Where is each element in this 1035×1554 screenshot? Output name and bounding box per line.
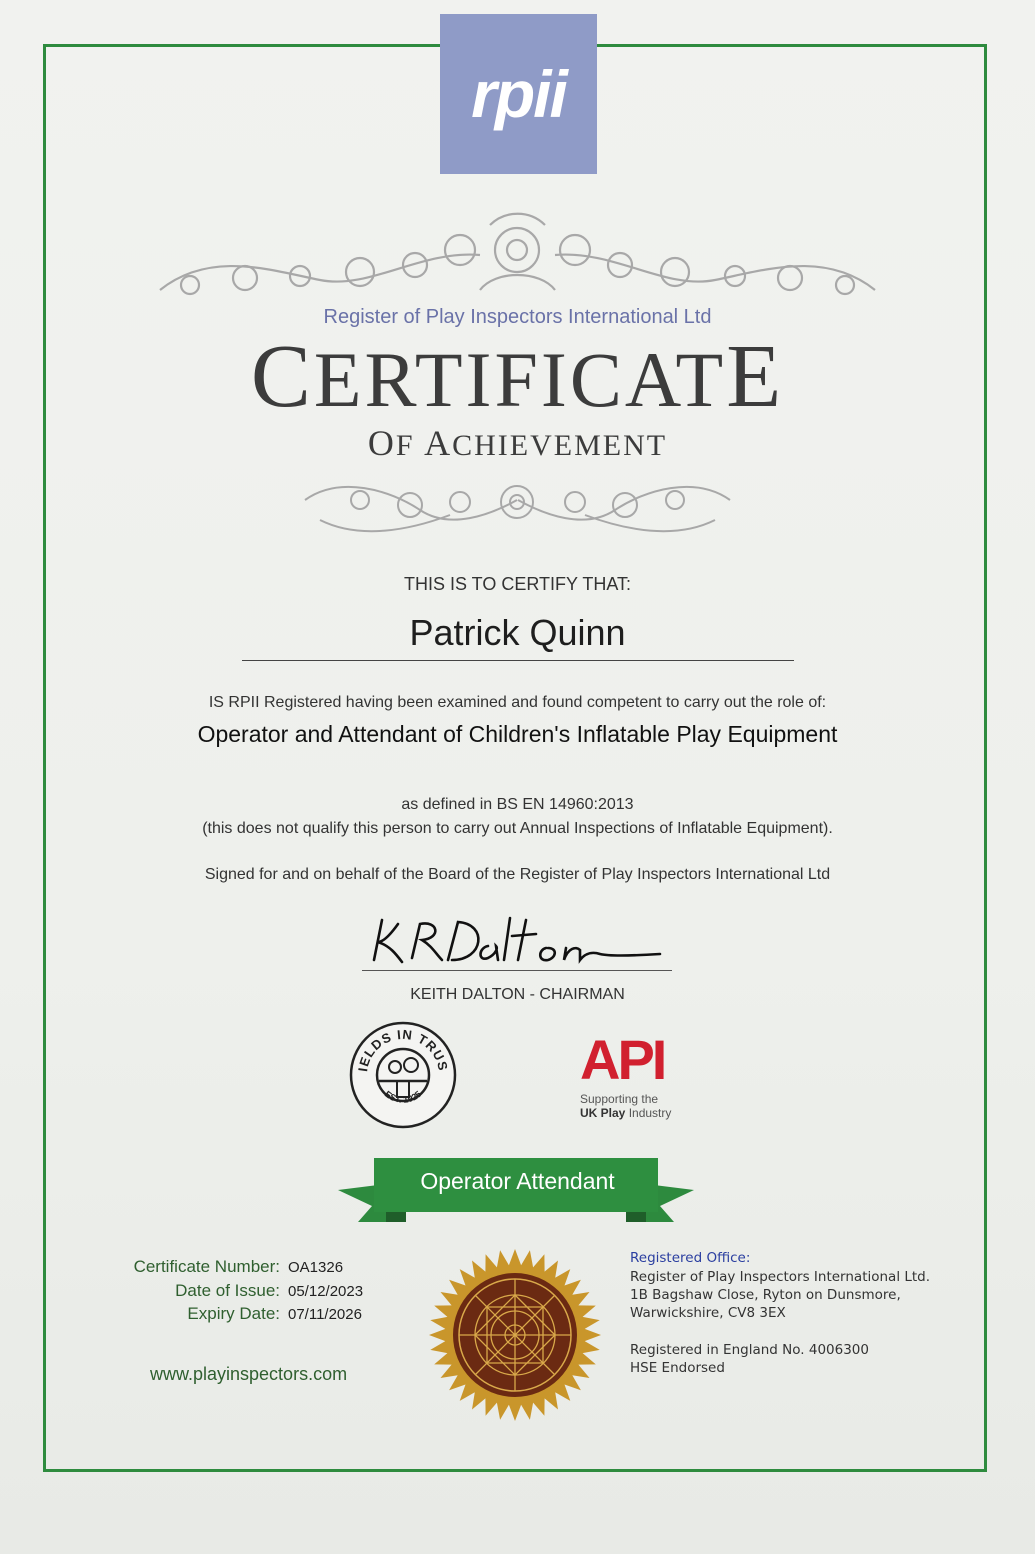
rpii-logo xyxy=(440,14,597,174)
registered-office-line-1: Register of Play Inspectors International Ltd. xyxy=(630,1269,931,1285)
certificate-title: CERTIFICATE xyxy=(250,327,785,426)
certify-intro: THIS IS TO CERTIFY THAT: xyxy=(403,574,632,594)
chairman-signature xyxy=(368,908,668,970)
date-of-issue-value: 05/12/2023 xyxy=(288,1283,364,1300)
api-logo xyxy=(580,1028,672,1120)
ribbon-label: Operator Attendant xyxy=(420,1168,615,1194)
organisation-name: Register of Play Inspectors International Ltd xyxy=(323,306,712,328)
name-underline xyxy=(242,660,794,661)
website-link[interactable]: www.playinspectors.com xyxy=(150,1364,348,1384)
api-logo-mark: API xyxy=(580,1028,665,1091)
api-tagline-1: Supporting the xyxy=(580,1092,659,1106)
registered-office-heading: Registered Office: xyxy=(630,1250,751,1266)
gold-seal-icon xyxy=(428,1248,602,1422)
fields-in-trust-logo xyxy=(349,1021,457,1129)
fit-est-text: EST. 1925 xyxy=(382,1088,424,1105)
registration-statement: IS RPII Registered having been examined and found competent to carry out the role of: xyxy=(208,694,827,711)
recipient-name: Patrick Quinn xyxy=(409,612,626,653)
certificate-number-value: OA1326 xyxy=(288,1259,344,1276)
api-tagline-2 xyxy=(580,1106,671,1120)
certified-role: Operator and Attendant of Children's Inflatable Play Equipment xyxy=(197,721,838,747)
signatory-name: KEITH DALTON - CHAIRMAN xyxy=(410,986,625,1003)
certificate-number-label: Certificate Number: xyxy=(133,1257,280,1276)
top-flourish-ornament xyxy=(150,210,885,310)
registered-office-line-2: 1B Bagshaw Close, Ryton on Dunsmore, xyxy=(630,1287,901,1303)
api-tagline-bold: UK Play xyxy=(580,1106,626,1120)
hse-endorsed: HSE Endorsed xyxy=(630,1360,725,1376)
api-tagline-rest: Industry xyxy=(625,1106,672,1120)
rpii-logo-text: rpii xyxy=(471,57,566,131)
date-of-issue-label: Date of Issue: xyxy=(175,1281,280,1300)
signature-line xyxy=(362,970,672,971)
registered-office-line-3: Warwickshire, CV8 3EX xyxy=(630,1305,786,1321)
company-registration-number: Registered in England No. 4006300 xyxy=(630,1342,869,1358)
standard-definition: as defined in BS EN 14960:2013 xyxy=(401,796,634,813)
expiry-date-value: 07/11/2026 xyxy=(288,1306,362,1323)
signed-on-behalf-text: Signed for and on behalf of the Board of the Register of Play Inspectors International Ltd xyxy=(204,866,831,883)
bottom-flourish-ornament xyxy=(300,470,735,545)
expiry-date-label: Expiry Date: xyxy=(187,1304,280,1323)
qualification-disclaimer: (this does not qualify this person to carry out Annual Inspections of Inflatable Equipment). xyxy=(202,820,833,837)
fit-top-text: IELDS IN TRUS xyxy=(355,1026,451,1073)
certificate-subtitle: OF ACHIEVEMENT xyxy=(367,423,668,463)
